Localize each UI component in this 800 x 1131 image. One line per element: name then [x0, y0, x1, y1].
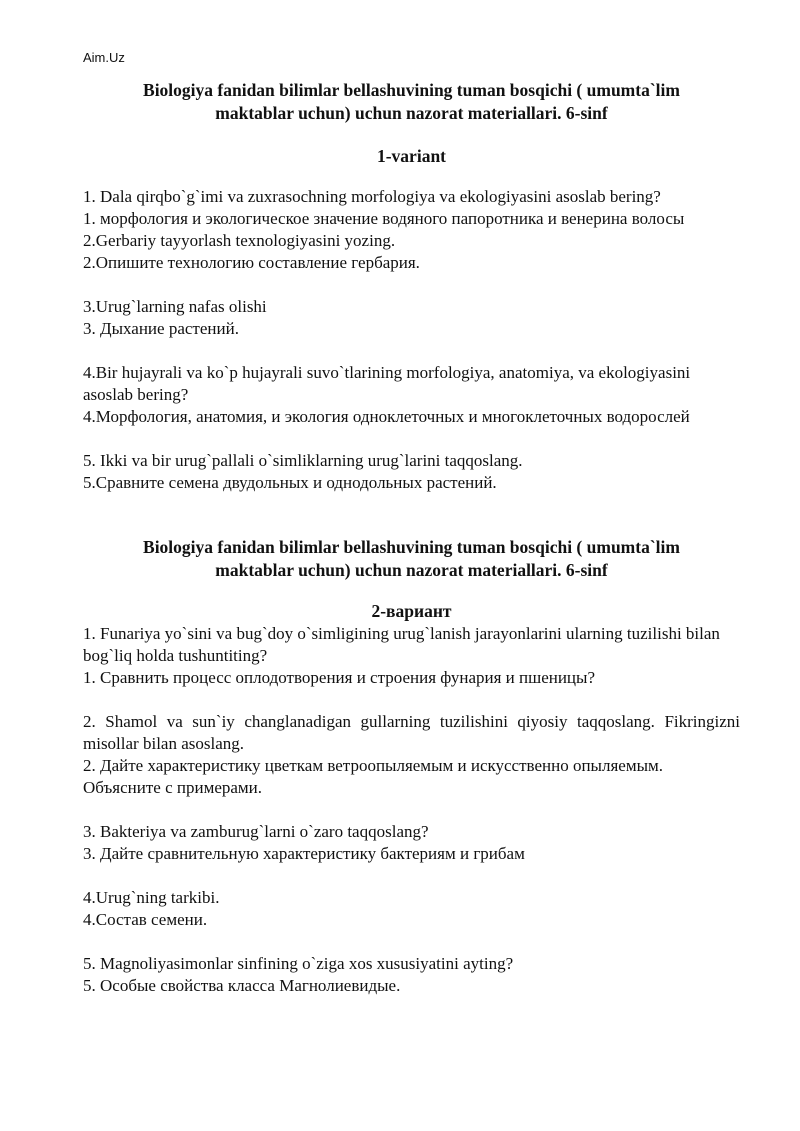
s2-question-4-ru: 4.Состав семени.: [83, 910, 208, 929]
section-2-title-line-1: Biologiya fanidan bilimlar bellashuvining tuman bosqichi ( umumta`lim: [143, 537, 680, 557]
section-1-title-line-1: Biologiya fanidan bilimlar bellashuvining tuman bosqichi ( umumta`lim: [143, 80, 680, 100]
s2-question-2-uz: 2. Shamol va sun`iy changlanadigan gullarning tuzilishini qiyosiy taqqoslang. Fikringizni misollar bilan asoslang.: [83, 712, 740, 753]
s1-question-4-ru: 4.Морфология, анатомия, и экология одноклеточных и многоклеточных водорослей: [83, 407, 690, 426]
section-1-variant: 1-variant: [376, 146, 447, 166]
s1-question-5-ru: 5.Сравните семена двудольных и однодольных растений.: [83, 473, 497, 492]
s2-question-5-ru: 5. Особые свойства класса Магнолиевидые.: [83, 976, 401, 995]
s1-question-2-uz: 2.Gerbariy tayyorlash texnologiyasini yozing.: [83, 231, 396, 250]
s2-question-3-ru: 3. Дайте сравнительную характеристику бактериям и грибам: [83, 844, 525, 863]
section-1: [83, 79, 740, 494]
section-1-title-line-2: maktablar uchun) uchun nazorat materiallari. 6-sinf: [215, 103, 608, 123]
section-2-title: [83, 536, 740, 582]
section-1-title: [83, 79, 740, 125]
s1-question-2-ru: 2.Опишите технологию составление гербария.: [83, 253, 420, 272]
s1-question-4-uz: 4.Bir hujayrali va ko`p hujayrali suvo`tlarining morfologiya, anatomiya, va ekologiyasini asoslab bering?: [83, 363, 691, 404]
s2-question-5-uz: 5. Magnoliyasimonlar sinfining o`ziga xos xususiyatini ayting?: [83, 954, 514, 973]
s1-question-3-ru: 3. Дыхание растений.: [83, 319, 239, 338]
s1-question-1-ru: 1. морфология и экологическое значение водяного папоротника и венерина волосы: [83, 209, 685, 228]
header-brand: Aim.Uz: [83, 50, 125, 65]
s2-question-1-ru: 1. Сравнить процесс оплодотворения и строения фунария и пшеницы?: [83, 668, 596, 687]
s1-question-1-uz: 1. Dala qirqbo`g`imi va zuxrasochning morfologiya va ekologiyasini asoslab bering?: [83, 187, 661, 206]
s2-question-1-uz: 1. Funariya yo`sini va bug`doy o`simligining urug`lanish jarayonlarini ularning tuzilishi bilan bog`liq holda tushuntiting?: [83, 624, 720, 665]
s2-question-2-ru: 2. Дайте характеристику цветкам ветроопыляемым и искусственно опыляемым. Объясните с примерами.: [83, 756, 664, 797]
s2-question-3-uz: 3. Bakteriya va zamburug`larni o`zaro taqqoslang?: [83, 822, 429, 841]
section-2-title-line-2: maktablar uchun) uchun nazorat materiallari. 6-sinf: [215, 560, 608, 580]
section-2: [83, 536, 740, 997]
s1-question-5-uz: 5. Ikki va bir urug`pallali o`simliklarning urug`larini taqqoslang.: [83, 451, 523, 470]
section-2-variant: 2-вариант: [371, 601, 452, 621]
s2-question-4-uz: 4.Urug`ning tarkibi.: [83, 888, 220, 907]
s1-question-3-uz: 3.Urug`larning nafas olishi: [83, 297, 267, 316]
